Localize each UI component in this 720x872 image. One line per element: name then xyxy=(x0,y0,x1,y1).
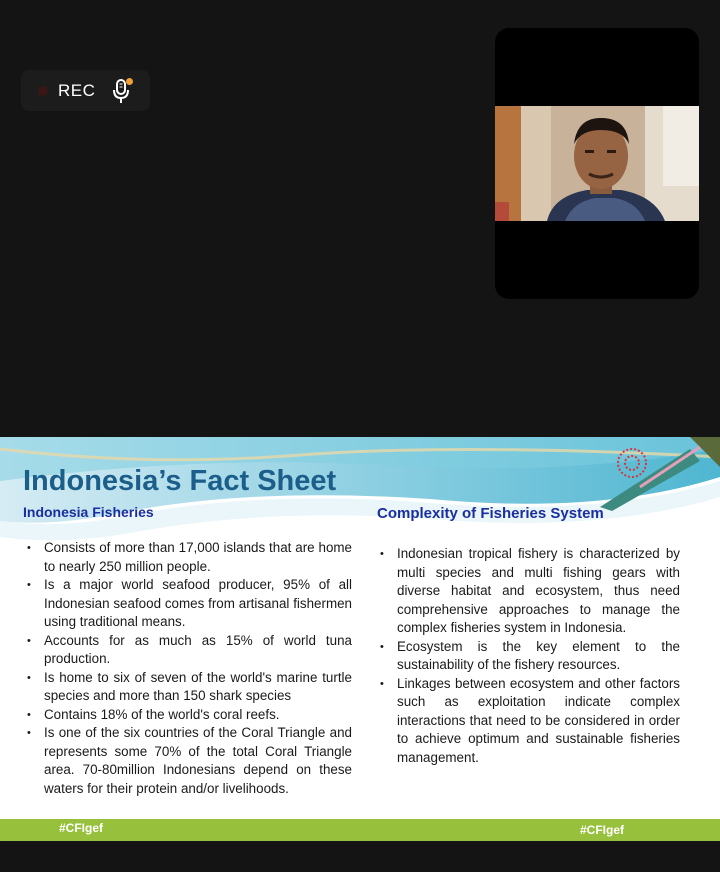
list-item: • Consists of more than 17,000 islands that are home to nearly 250 million people. xyxy=(24,539,352,576)
indonesia-fisheries-list xyxy=(24,539,352,798)
microphone-icon[interactable] xyxy=(111,78,131,104)
hashtag-left: #CFIgef xyxy=(59,821,104,835)
list-item: • Indonesian tropical fishery is characterized by multi species and multi fishing gears with diverse habitat and ecosystem, thus need comprehensive approaches to manage the complex fisheries system in Indonesia. xyxy=(377,545,680,638)
list-item: • Is one of the six countries of the Coral Triangle and represents some 70% of the total Coral Triangle area. 70-80million Indonesians depend on these waters for their protein and/or livelihoods. xyxy=(24,724,352,798)
rec-label: REC xyxy=(58,80,96,100)
left-section-heading: Indonesia Fisheries xyxy=(23,504,154,520)
slide-footer xyxy=(0,819,720,841)
record-dot-icon xyxy=(38,86,48,96)
list-item: • Linkages between ecosystem and other factors such as exploitation indicate complex interactions that need to be considered in order to achieve optimum and sustainable fisheries management. xyxy=(377,675,680,768)
presentation-slide xyxy=(0,437,720,841)
list-item: • Contains 18% of the world's coral reefs. xyxy=(24,706,352,725)
participant-video-tile[interactable] xyxy=(495,28,699,299)
list-item: • Ecosystem is the key element to the sustainability of the fishery resources. xyxy=(377,638,680,675)
recording-indicator[interactable] xyxy=(21,70,150,111)
right-section-heading: Complexity of Fisheries System xyxy=(377,505,604,522)
slide-title: Indonesia’s Fact Sheet xyxy=(23,465,337,497)
list-item: • Accounts for as much as 15% of world tuna production. xyxy=(24,632,352,669)
bottom-bar xyxy=(0,841,720,872)
mic-active-dot xyxy=(126,78,133,85)
list-item: • Is a major world seafood producer, 95% of all Indonesian seafood comes from artisanal fishermen using traditional means. xyxy=(24,576,352,632)
hashtag-right: #CFIgef xyxy=(580,823,625,837)
fisheries-complexity-list xyxy=(377,545,680,767)
list-item: • Is home to six of seven of the world's marine turtle species and more than 150 shark species xyxy=(24,669,352,706)
participant-video xyxy=(495,106,699,221)
